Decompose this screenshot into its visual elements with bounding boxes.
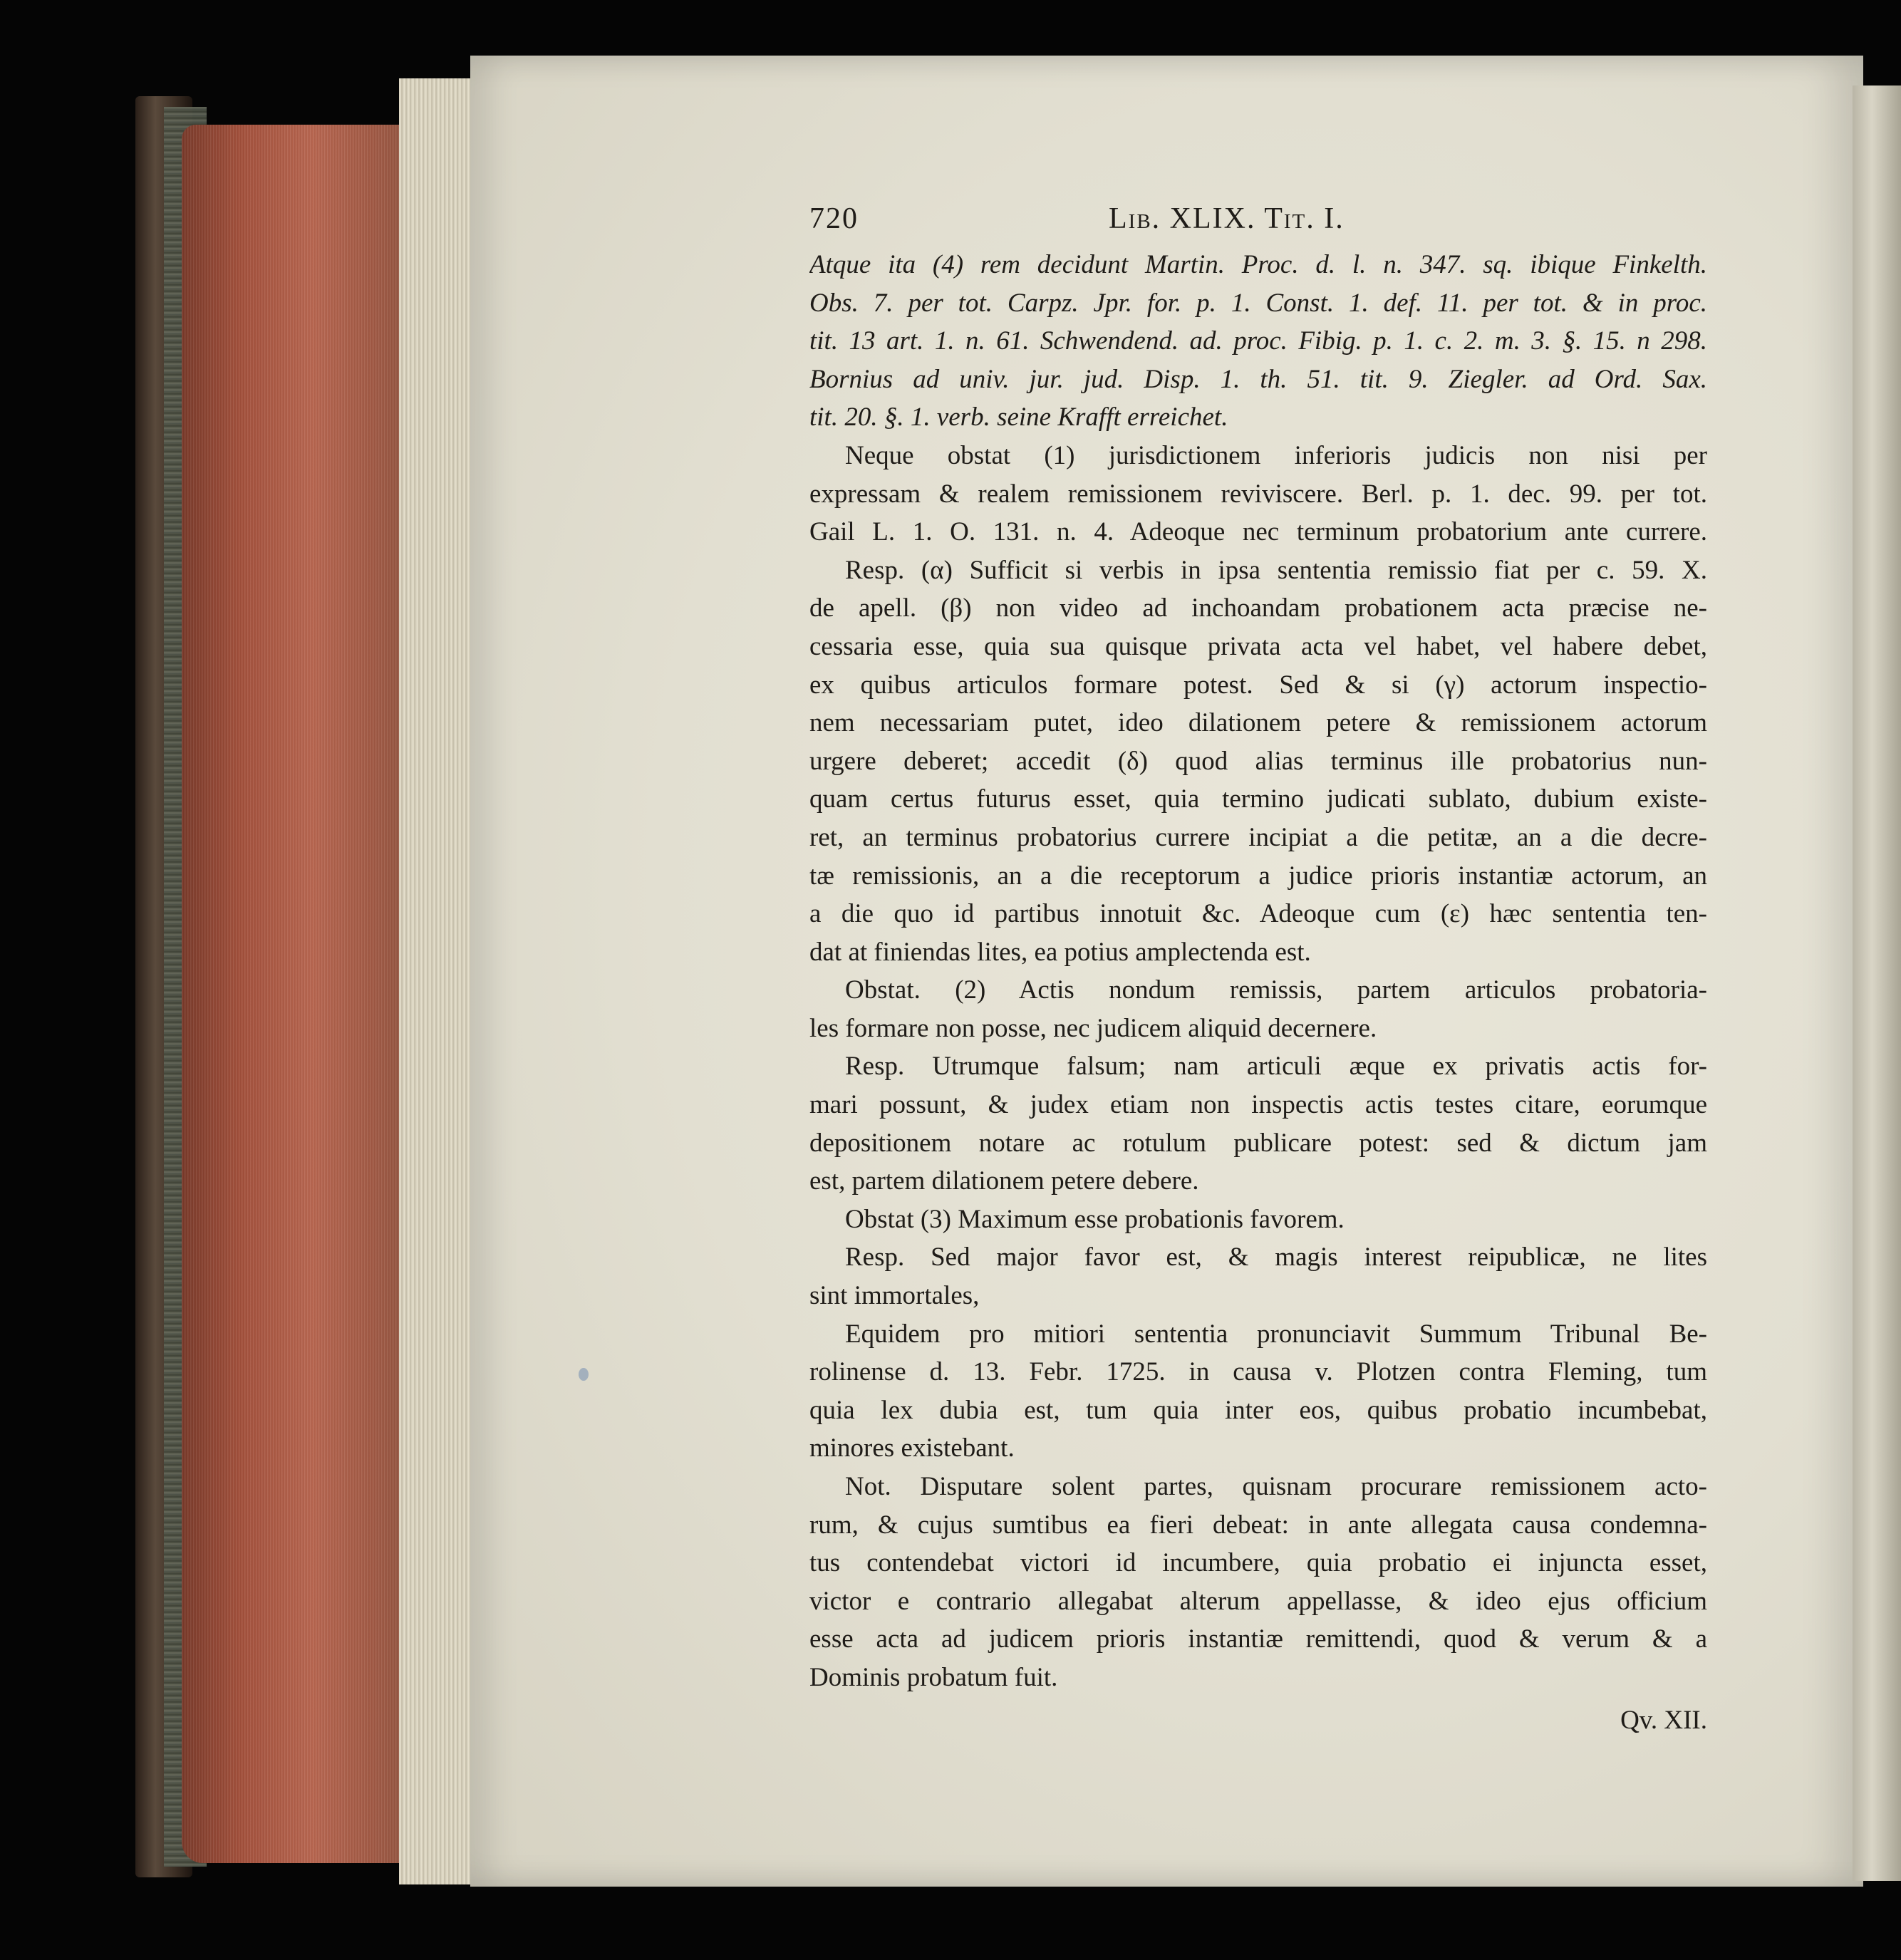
- text-line: Not. Disputare solent partes, quisnam procurare remissionem acto-: [845, 1472, 1707, 1501]
- text-line: rum, & cujus sumtibus ea fieri debeat: in ante allegata causa condemna-: [809, 1510, 1707, 1540]
- text-line: quia lex dubia est, tum quia inter eos, quibus probatio incumbebat,: [809, 1395, 1707, 1425]
- text-line: Resp. Sed major favor est, & magis interest reipublicæ, ne lites: [845, 1243, 1707, 1272]
- text-line: esse acta ad judicem prioris instantiæ remittendi, quod & verum & a: [809, 1624, 1707, 1654]
- running-head: Lib. XLIX. Tit. I.: [1109, 202, 1345, 235]
- page-stack: [399, 78, 477, 1884]
- text-line: victor e contrario allegabat alterum appellasse, & ideo ejus officium: [809, 1586, 1707, 1616]
- text-line: Bornius ad univ. jur. jud. Disp. 1. th. 51. tit. 9. Ziegler. ad Ord. Sax.: [809, 364, 1707, 394]
- ink-spot: [579, 1368, 589, 1381]
- text-line: depositionem notare ac rotulum publicare potest: sed & dictum jam: [809, 1128, 1707, 1158]
- text-line: Obstat (3) Maximum esse probationis favorem.: [845, 1204, 1345, 1234]
- text-line: Resp. Utrumque falsum; nam articuli æque ex privatis actis for-: [845, 1052, 1707, 1082]
- text-line: tus contendebat victori id incumbere, quia probatio ei injuncta esset,: [809, 1548, 1707, 1578]
- text-line: Equidem pro mitiori sententia pronunciavit Summum Tribunal Be-: [845, 1319, 1707, 1349]
- text-line: sint immortales,: [809, 1281, 980, 1311]
- text-line: urgere deberet; accedit (δ) quod alias terminus ille probatorius nun-: [809, 746, 1707, 776]
- text-line: tit. 20. §. 1. verb. seine Krafft erreichet.: [809, 403, 1228, 432]
- text-block: [809, 196, 1707, 1739]
- page-number: 720: [809, 202, 859, 235]
- text-line: Atque ita (4) rem decidunt Martin. Proc. d. l. n. 347. sq. ibique Finkelth.: [809, 250, 1707, 279]
- text-line: cessaria esse, quia sua quisque privata acta vel habet, vel habere debet,: [809, 631, 1707, 661]
- red-page-edges: [182, 125, 420, 1863]
- text-line: quam certus futurus esset, quia termino judicati sublato, dubium existe-: [809, 784, 1707, 814]
- text-line: expressam & realem remissionem reviviscere. Berl. p. 1. dec. 99. per tot.: [809, 479, 1707, 509]
- text-line: les formare non posse, nec judicem aliquid decernere.: [809, 1013, 1377, 1043]
- facing-page-edge: [1853, 85, 1901, 1881]
- text-line: tit. 13 art. 1. n. 61. Schwendend. ad. proc. Fibig. p. 1. c. 2. m. 3. §. 15. n 298.: [809, 326, 1707, 356]
- text-line: Gail L. 1. O. 131. n. 4. Adeoque nec terminum probatorium ante currere.: [809, 517, 1707, 547]
- text-line: Dominis probatum fuit.: [809, 1662, 1058, 1692]
- text-line: dat at finiendas lites, ea potius amplectenda est.: [809, 937, 1311, 967]
- text-line: ret, an terminus probatorius currere incipiat a die petitæ, an a die decre-: [809, 822, 1707, 852]
- text-line: est, partem dilationem petere debere.: [809, 1166, 1199, 1196]
- catchword: Qv. XII.: [1620, 1705, 1707, 1735]
- text-line: nem necessariam putet, ideo dilationem petere & remissionem actorum: [809, 708, 1707, 738]
- text-line: Neque obstat (1) jurisdictionem inferioris judicis non nisi per: [845, 440, 1707, 470]
- text-line: minores existebant.: [809, 1433, 1015, 1463]
- text-line: a die quo id partibus innotuit &c. Adeoque cum (ε) hæc sententia ten-: [809, 899, 1707, 929]
- text-line: Resp. (α) Sufficit si verbis in ipsa sententia remissio fiat per c. 59. X.: [845, 555, 1707, 585]
- text-line: de apell. (β) non video ad inchoandam probationem acta præcise ne-: [809, 593, 1707, 623]
- text-line: Obstat. (2) Actis nondum remissis, partem articulos probatoria-: [845, 975, 1707, 1005]
- text-line: tæ remissionis, an a die receptorum a judice prioris instantiæ actorum, an: [809, 861, 1707, 891]
- text-line: rolinense d. 13. Febr. 1725. in causa v. Plotzen contra Fleming, tum: [809, 1357, 1707, 1387]
- text-line: Obs. 7. per tot. Carpz. Jpr. for. p. 1. Const. 1. def. 11. per tot. & in proc.: [809, 288, 1707, 318]
- text-line: mari possunt, & judex etiam non inspectis actis testes citare, eorumque: [809, 1090, 1707, 1120]
- page-header: [809, 196, 1707, 246]
- text-line: ex quibus articulos formare potest. Sed & si (γ) actorum inspectio-: [809, 670, 1707, 700]
